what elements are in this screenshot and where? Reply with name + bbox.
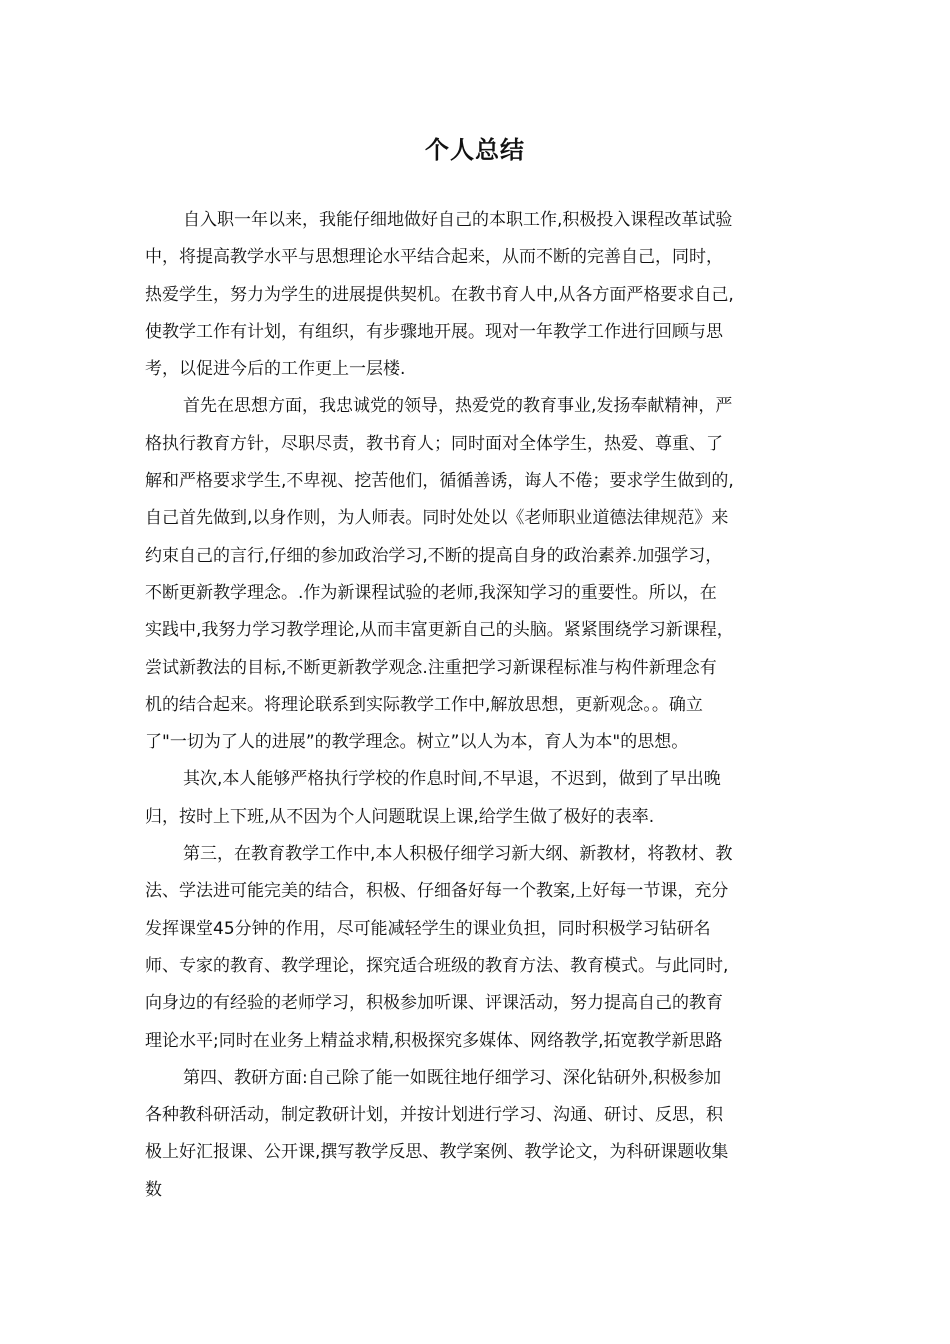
text-line: 自入职一年以来，我能仔细地做好自己的本职工作,积极投入课程改革试验 [183, 210, 733, 230]
text-line: 解和严格要求学生,不卑视、挖苦他们，循循善诱，诲人不倦；要求学生做到的, [145, 471, 734, 492]
text-line: 理论水平;同时在业务上精益求精,积极探究多媒体、网络教学,拓宽教学新思路 [145, 1030, 723, 1051]
paragraph-discipline [145, 761, 805, 836]
text-line: 第三，在教育教学工作中,本人积极仔细学习新大纲、新教材，将教材、教 [183, 844, 733, 865]
text-line: 归，按时上下班,从不因为个人问题耽误上课,给学生做了极好的表率. [145, 806, 655, 827]
text-line: 中，将提高教学水平与思想理论水平结合起来，从而不断的完善自己，同时， [145, 247, 723, 268]
paragraph-ideology [145, 388, 805, 761]
text-line: 其次,本人能够严格执行学校的作息时间,不早退，不迟到，做到了早出晚 [183, 769, 721, 790]
document-body [145, 202, 805, 1209]
document-title: 个人总结 [425, 136, 525, 164]
text-line: 约束自己的言行,仔细的参加政治学习,不断的提高自身的政治素养.加强学习， [145, 545, 723, 566]
text-line: 首先在思想方面，我忠诚党的领导，热爱党的教育事业,发扬奉献精神，严 [183, 396, 733, 417]
text-line: 不断更新教学理念。.作为新课程试验的老师,我深知学习的重要性。所以，在 [145, 582, 717, 603]
paragraph-research [145, 1060, 805, 1209]
text-line: 师、专家的教育、教学理论，探究适合班级的教育方法、教育模式。与此同时, [145, 955, 729, 976]
text-line: 考，以促进今后的工作更上一层楼. [145, 359, 406, 380]
text-line: 法、学法进可能完美的结合，积极、仔细备好每一个教案,上好每一节课，充分 [145, 881, 729, 902]
paragraph-intro [145, 202, 805, 388]
text-line: 自己首先做到,以身作则，为人师表。同时处处以《老师职业道德法律规范》来 [145, 508, 729, 529]
text-line: 各种教科研活动，制定教研计划，并按计划进行学习、沟通、研讨、反思，积 [145, 1105, 723, 1126]
text-line: 数 [145, 1179, 162, 1200]
text-line: 了"一切为了人的进展”的教学理念。树立”以人为本，育人为本"的思想。 [145, 732, 689, 753]
paragraph-teaching [145, 836, 805, 1060]
text-line: 极上好汇报课、公开课,撰写教学反思、教学案例、教学论文，为科研课题收集 [145, 1142, 729, 1163]
text-line: 第四、教研方面:自己除了能一如既往地仔细学习、深化钻研外,积极参加 [183, 1067, 722, 1088]
text-line: 向身边的有经验的老师学习，积极参加听课、评课活动，努力提高自己的教育 [145, 993, 723, 1014]
text-line: 机的结合起来。将理论联系到实际教学工作中,解放思想，更新观念。。确立 [145, 694, 703, 715]
text-line: 尝试新教法的目标,不断更新教学观念.注重把学习新课程标准与构件新理念有 [145, 657, 717, 678]
text-line: 发挥课堂45分钟的作用，尽可能减轻学生的课业负担，同时积极学习钻研名 [145, 918, 711, 939]
text-line: 格执行教育方针，尽职尽责，教书育人；同时面对全体学生，热爱、尊重、了 [145, 433, 723, 454]
text-line: 热爱学生，努力为学生的进展提供契机。在教书育人中,从各方面严格要求自己, [145, 284, 734, 305]
text-line: 实践中,我努力学习教学理论,从而丰富更新自己的头脑。紧紧围绕学习新课程， [145, 620, 734, 641]
text-line: 使教学工作有计划，有组织，有步骤地开展。现对一年教学工作进行回顾与思 [145, 321, 723, 342]
